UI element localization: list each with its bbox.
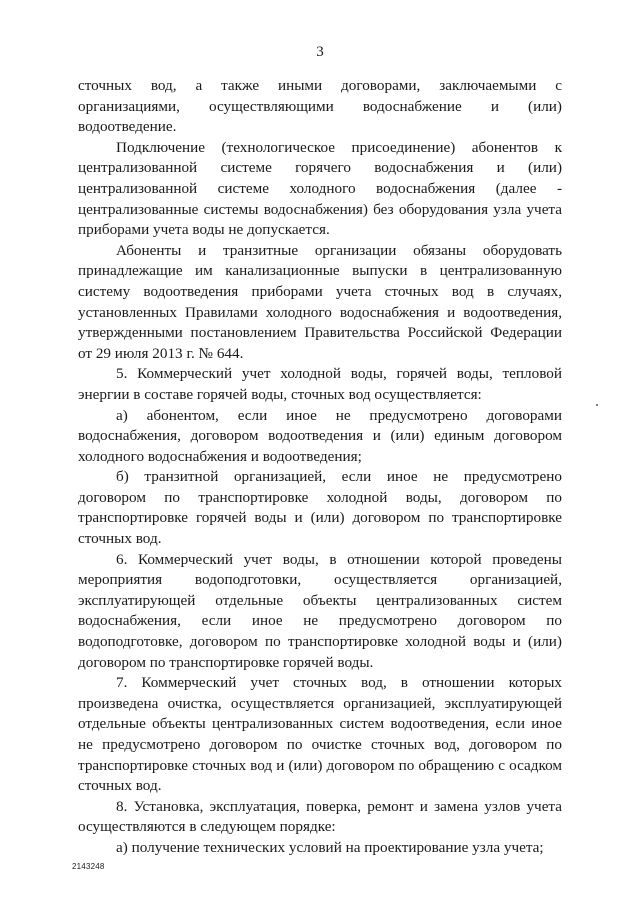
page-number: 3 [316, 44, 324, 60]
paragraph-item-5a: а) абонентом, если иное не предусмотрено договорами водоснабжения, договором водоотведения и (или) единым договором холодного водоснабжения и водоотведения; [78, 406, 562, 465]
paragraph-continuation: сточных вод, а также иными договорами, заключаемыми с организациями, осуществляющими водоснабжение и (или) водоотведение. [78, 77, 562, 136]
paragraph-item-8: 8. Установка, эксплуатация, поверка, ремонт и замена узлов учета осуществляются в следующем порядке: [78, 797, 562, 836]
paragraph-item-6: 6. Коммерческий учет воды, в отношении которой проведены мероприятия водоподготовки, осуществляется организацией, эксплуатирующей отдельные объекты централизованных систем водоснабжения, если иное не предусмотрено договором по водоподготовке, договором по транспортировке холодной воды и (или) договором по транспортировке горячей воды. [78, 550, 562, 671]
scan-speck [596, 404, 598, 406]
paragraph-item-8a: а) получение технических условий на проектирование узла учета; [116, 838, 544, 856]
paragraph-item-5b: б) транзитной организацией, если иное не предусмотрено договором по транспортировке холодной воды, договором по транспортировке горячей воды и (или) договором по транспортировке сточных вод. [78, 468, 562, 548]
footer-document-code: 2143248 [72, 862, 105, 871]
document-body [78, 76, 562, 859]
paragraph-item-7: 7. Коммерческий учет сточных вод, в отношении которых произведена очистка, осуществляется организацией, эксплуатирующей отдельные объекты централизованных систем водоотведения, если иное не предусмотрено договором по очистке сточных вод, договором по транспортировке сточных вод и (или) договором по обращению с осадком сточных вод. [78, 674, 562, 795]
paragraph-item-5: 5. Коммерческий учет холодной воды, горячей воды, тепловой энергии в составе горячей воды, сточных вод осуществляется: [78, 365, 562, 403]
paragraph-connection-rules: Подключение (технологическое присоединение) абонентов к централизованной системе горячего водоснабжения и (или) централизованной системе холодного водоснабжения (далее - централизованные системы водоснабжения) без оборудования узла учета приборами учета воды не допускается. [78, 138, 562, 239]
paragraph-subscribers-obligation: Абоненты и транзитные организации обязаны оборудовать принадлежащие им канализационные выпуски в централизованную систему водоотведения приборами учета сточных вод в случаях, установленных Правилами холодного водоснабжения и водоотведения, утвержденными постановлением Правительства Российской Федерации от 29 июля 2013 г. № 644. [78, 241, 562, 362]
